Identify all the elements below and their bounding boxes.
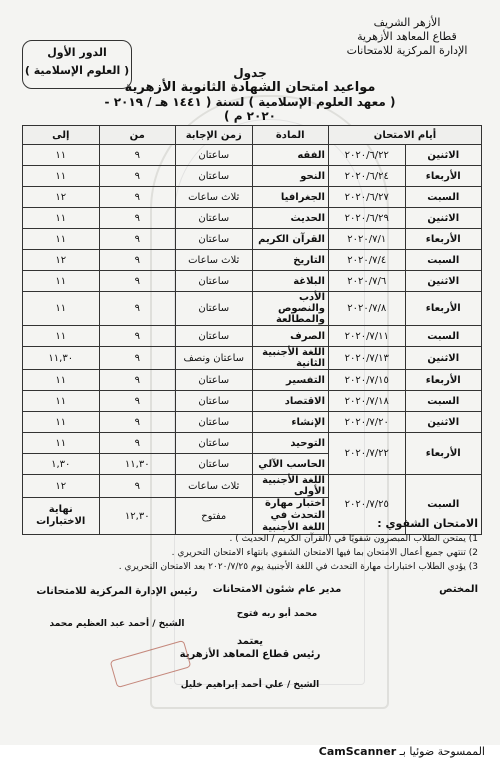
subject-cell: الحاسب الآلي (252, 454, 329, 475)
duration-cell: ساعتان (176, 145, 253, 166)
date-cell: ٢٠٢٠/٧/٢٢ (329, 433, 406, 475)
date-cell: ٢٠٢٠/٧/١٨ (329, 391, 406, 412)
scanner-footer (319, 745, 485, 758)
day-cell: الأربعاء (405, 292, 482, 326)
subject-cell: البلاغة (252, 271, 329, 292)
day-cell: السبت (405, 391, 482, 412)
to-cell: ١١ (23, 391, 100, 412)
day-cell: السبت (405, 187, 482, 208)
date-cell: ٢٠٢٠/٦/٢٧ (329, 187, 406, 208)
table-row (23, 166, 482, 187)
from-cell: ٩ (99, 229, 176, 250)
table-row (23, 433, 482, 454)
director-label: مدير عام شئون الامتحانات (212, 584, 342, 595)
duration-cell: ثلاث ساعات (176, 187, 253, 208)
oral-note: 3) يؤدي الطلاب اختبارات مهارة التحدث في اللغة الأجنبية يوم ٢٠٢٠/٧/٢٥ بعد الامتحان التحريري . (118, 562, 478, 572)
duration-cell: ساعتان (176, 166, 253, 187)
director-signature (192, 584, 362, 619)
branch-label: ( العلوم الإسلامية ) (24, 64, 130, 77)
header-duration: زمن الإجابة (176, 126, 253, 145)
sector-head-label: رئيس قطاع المعاهد الأزهرية (179, 649, 321, 660)
to-cell: ١١ (23, 370, 100, 391)
from-cell: ٩ (99, 145, 176, 166)
day-cell: الاثنين (405, 412, 482, 433)
day-cell: الأربعاء (405, 229, 482, 250)
from-cell: ١١,٣٠ (99, 454, 176, 475)
duration-cell: ساعتان (176, 433, 253, 454)
day-cell: الاثنين (405, 208, 482, 229)
subject-cell: التوحيد (252, 433, 329, 454)
header-line: الأزهر الشريف (373, 16, 441, 29)
from-cell: ٩ (99, 347, 176, 370)
table-row (23, 208, 482, 229)
document-title (90, 66, 410, 123)
to-cell: ١١,٣٠ (23, 347, 100, 370)
subject-cell: الجغرافيا (252, 187, 329, 208)
subject-cell: النحو (252, 166, 329, 187)
to-cell: ١٢ (23, 475, 100, 498)
table-row (23, 271, 482, 292)
specialist-label: المختص (439, 584, 478, 595)
day-cell: الأربعاء (405, 370, 482, 391)
from-cell: ٩ (99, 187, 176, 208)
duration-cell: ثلاث ساعات (176, 475, 253, 498)
to-cell: ١١ (23, 412, 100, 433)
date-cell: ٢٠٢٠/٧/١٥ (329, 370, 406, 391)
date-cell: ٢٠٢٠/٧/١٣ (329, 347, 406, 370)
title-line-2: مواعيد امتحان الشهادة الثانوية الأزهرية (124, 80, 376, 95)
footer-brand: CamScanner (318, 745, 397, 758)
subject-cell: الحديث (252, 208, 329, 229)
date-cell: ٢٠٢٠/٧/١١ (329, 326, 406, 347)
subject-cell: الصرف (252, 326, 329, 347)
duration-cell: ساعتان (176, 370, 253, 391)
day-cell: السبت (405, 250, 482, 271)
header-subject: المادة (252, 126, 329, 145)
subject-cell: الاقتصاد (252, 391, 329, 412)
day-cell: الأربعاء (405, 433, 482, 475)
title-line-3: ( معهد العلوم الإسلامية ) لسنة ( ١٤٤١ هـ / ٢٠١٩ - ٢٠٢٠ م ) (104, 95, 396, 123)
oral-note: 2) تنتهي جميع أعمال الامتحان بما فيها الامتحان الشفوي بانتهاء الامتحان التحريري . (171, 548, 478, 558)
duration-cell: ساعتان (176, 229, 253, 250)
table-row (23, 391, 482, 412)
duration-cell: ساعتان (176, 271, 253, 292)
round-label: الدور الأول (47, 46, 107, 59)
to-cell: ١١ (23, 166, 100, 187)
duration-cell: ساعتان ونصف (176, 347, 253, 370)
date-cell: ٢٠٢٠/٧/٤ (329, 250, 406, 271)
date-cell: ٢٠٢٠/٦/٢٩ (329, 208, 406, 229)
to-cell: ١١ (23, 326, 100, 347)
day-cell: الاثنين (405, 271, 482, 292)
table-row (23, 145, 482, 166)
date-cell: ٢٠٢٠/٧/٢٥ (329, 475, 406, 535)
header-line: قطاع المعاهد الأزهرية (357, 30, 457, 43)
to-cell: ١١ (23, 229, 100, 250)
to-cell: ١١ (23, 271, 100, 292)
central-head-label: رئيس الإدارة المركزية للامتحانات (36, 586, 198, 597)
table-row (23, 475, 482, 498)
from-cell: ٩ (99, 475, 176, 498)
from-cell: ٩ (99, 292, 176, 326)
footer-text: الممسوحة ضوئيا بـ (399, 745, 485, 758)
central-head-signature (22, 586, 212, 629)
table-row (23, 229, 482, 250)
date-cell: ٢٠٢٠/٧/٦ (329, 271, 406, 292)
schedule-table (22, 125, 482, 535)
subject-cell: اللغة الأجنبية الأولى (252, 475, 329, 498)
table-row (23, 292, 482, 326)
duration-cell: ساعتان (176, 391, 253, 412)
to-cell: نهاية الاختبارات (23, 498, 100, 535)
subject-cell: التاريخ (252, 250, 329, 271)
title-line-1: جدول (233, 66, 267, 80)
date-cell: ٢٠٢٠/٧/١ (329, 229, 406, 250)
table-row (23, 370, 482, 391)
day-cell: الاثنين (405, 347, 482, 370)
day-cell: السبت (405, 475, 482, 535)
subject-cell: التفسير (252, 370, 329, 391)
duration-cell: مفتوح (176, 498, 253, 535)
to-cell: ١١ (23, 208, 100, 229)
duration-cell: ساعتان (176, 326, 253, 347)
subject-cell: الإنشاء (252, 412, 329, 433)
from-cell: ٩ (99, 208, 176, 229)
director-name: محمد أبو ربه فتوح (236, 609, 318, 619)
date-cell: ٢٠٢٠/٦/٢٢ (329, 145, 406, 166)
header-line: الإدارة المركزية للامتحانات (346, 44, 468, 57)
oral-exam-notes (23, 532, 478, 574)
day-cell: الاثنين (405, 145, 482, 166)
duration-cell: ساعتان (176, 292, 253, 326)
from-cell: ٩ (99, 250, 176, 271)
to-cell: ١٢ (23, 187, 100, 208)
date-cell: ٢٠٢٠/٦/٢٤ (329, 166, 406, 187)
day-cell: الأربعاء (405, 166, 482, 187)
from-cell: ١٢,٣٠ (99, 498, 176, 535)
header-day-date: أيام الامتحان (329, 126, 482, 145)
institution-header (332, 16, 482, 58)
to-cell: ١١ (23, 433, 100, 454)
to-cell: ١١ (23, 292, 100, 326)
subject-cell: القرآن الكريم (252, 229, 329, 250)
subject-cell: الفقه (252, 145, 329, 166)
duration-cell: ساعتان (176, 454, 253, 475)
duration-cell: ساعتان (176, 208, 253, 229)
to-cell: ١٢ (23, 250, 100, 271)
sector-head-name: الشيخ / علي أحمد إبراهيم خليل (180, 680, 320, 690)
oral-exam-title: الامتحان الشفوي : (377, 517, 478, 530)
to-cell: ١,٣٠ (23, 454, 100, 475)
central-head-name: الشيخ / أحمد عبد العظيم محمد (49, 619, 185, 629)
table-header-row (23, 126, 482, 145)
subject-cell: اللغة الأجنبية الثانية (252, 347, 329, 370)
from-cell: ٩ (99, 412, 176, 433)
header-to: إلى (23, 126, 100, 145)
to-cell: ١١ (23, 145, 100, 166)
table-row (23, 250, 482, 271)
date-cell: ٢٠٢٠/٧/٨ (329, 292, 406, 326)
from-cell: ٩ (99, 166, 176, 187)
specialist-signature (439, 584, 478, 595)
duration-cell: ساعتان (176, 412, 253, 433)
subject-cell: اختبار مهارة التحدث في اللغة الأجنبية (252, 498, 329, 535)
from-cell: ٩ (99, 271, 176, 292)
table-row (23, 347, 482, 370)
table-row (23, 412, 482, 433)
subject-cell: الأدب والنصوص والمطالعة (252, 292, 329, 326)
approved-label: يعتمد (237, 636, 263, 647)
date-cell: ٢٠٢٠/٧/٢٠ (329, 412, 406, 433)
header-from: من (99, 126, 176, 145)
duration-cell: ثلاث ساعات (176, 250, 253, 271)
oral-note: 1) يمتحن الطلاب المبصرون شفويًا في (القرآن الكريم / الحديث ) . (229, 534, 478, 544)
table-row (23, 187, 482, 208)
day-cell: السبت (405, 326, 482, 347)
from-cell: ٩ (99, 326, 176, 347)
table-row (23, 326, 482, 347)
from-cell: ٩ (99, 370, 176, 391)
from-cell: ٩ (99, 433, 176, 454)
from-cell: ٩ (99, 391, 176, 412)
